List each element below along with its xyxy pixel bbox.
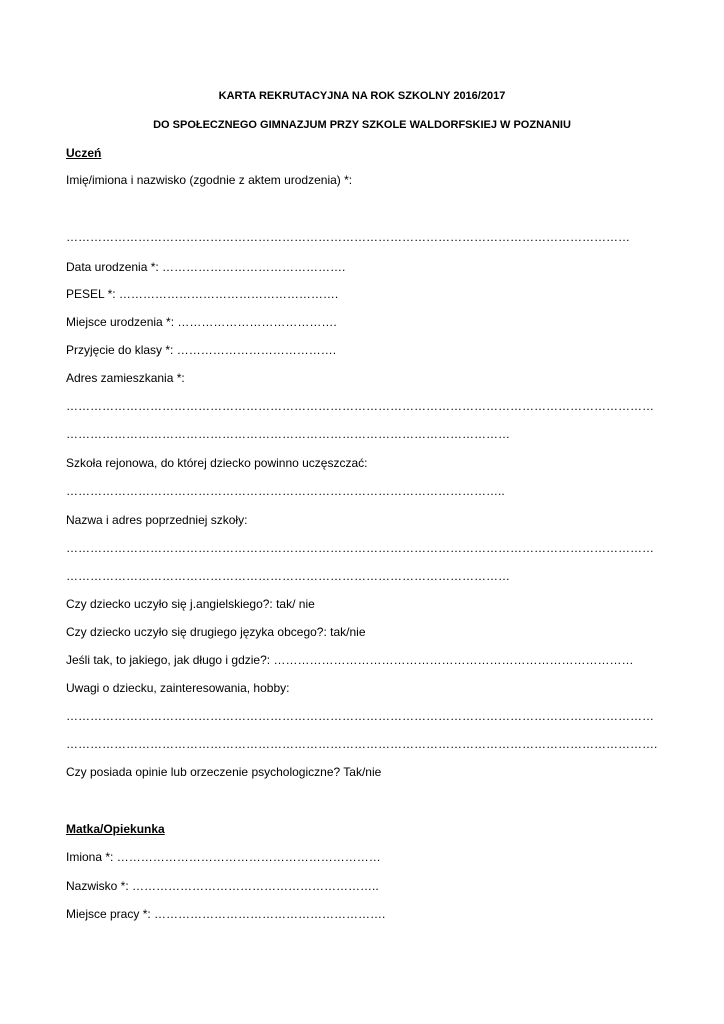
form-subtitle: DO SPOŁECZNEGO GIMNAZJUM PRZY SZKOLE WALDORFSKIEJ W POZNANIU (153, 119, 571, 131)
district-school-label: Szkoła rejonowa, do której dziecko powinno uczęszczać: (66, 456, 368, 470)
mother-surname-field[interactable]: Nazwisko *: …………………………………………………….. (66, 879, 379, 893)
previous-school-field-line2[interactable]: ………………………………………………………………………………………………… (66, 569, 510, 583)
which-language-field[interactable]: Jeśli tak, to jakiego, jak długo i gdzie?: ……………………………………………………………………………… (66, 653, 634, 667)
previous-school-field-line1[interactable]: ………………………………………………………………………………………………………………………………… (66, 541, 654, 555)
previous-school-label: Nazwa i adres poprzedniej szkoły: (66, 513, 248, 527)
section-heading-student: Uczeń (66, 146, 102, 160)
psychological-opinion-question: Czy posiada opinie lub orzeczenie psychologiczne? Tak/nie (66, 765, 382, 779)
class-field[interactable]: Przyjęcie do klasy *: …………………………………. (66, 343, 337, 357)
second-language-question: Czy dziecko uczyło się drugiego języka obcego?: tak/nie (66, 625, 366, 639)
address-field-line2[interactable]: ………………………………………………………………………………………………… (66, 427, 510, 441)
district-school-field[interactable]: ……………………………………………………………………………………………….. (66, 484, 505, 498)
birth-date-field[interactable]: Data urodzenia *: ………………………………………. (66, 260, 346, 274)
mother-workplace-field[interactable]: Miejsce pracy *: …………………………………………………. (66, 907, 386, 921)
remarks-field-line1[interactable]: ………………………………………………………………………………………………………………………………… (66, 709, 654, 723)
pesel-field[interactable]: PESEL *: ………………………………………………. (66, 287, 339, 301)
name-label: Imię/imiona i nazwisko (zgodnie z aktem urodzenia) *: (66, 173, 353, 187)
section-heading-mother: Matka/Opiekunka (66, 822, 165, 836)
address-label: Adres zamieszkania *: (66, 371, 185, 385)
english-question: Czy dziecko uczyło się j.angielskiego?: tak/ nie (66, 597, 315, 611)
remarks-field-line2[interactable]: …………………………………………………………………………………………………………………………………. (66, 737, 658, 751)
name-field[interactable]: …………………………………………………………………………………………………………………………… (66, 230, 630, 244)
birth-place-field[interactable]: Miejsce urodzenia *: …………………………………. (66, 315, 337, 329)
address-field-line1[interactable]: ………………………………………………………………………………………………………………………………… (66, 399, 654, 413)
mother-first-names-field[interactable]: Imiona *: ………………………………………………………… (66, 850, 381, 864)
form-title: KARTA REKRUTACYJNA NA ROK SZKOLNY 2016/2017 (218, 90, 506, 102)
remarks-label: Uwagi o dziecku, zainteresowania, hobby: (66, 681, 290, 695)
